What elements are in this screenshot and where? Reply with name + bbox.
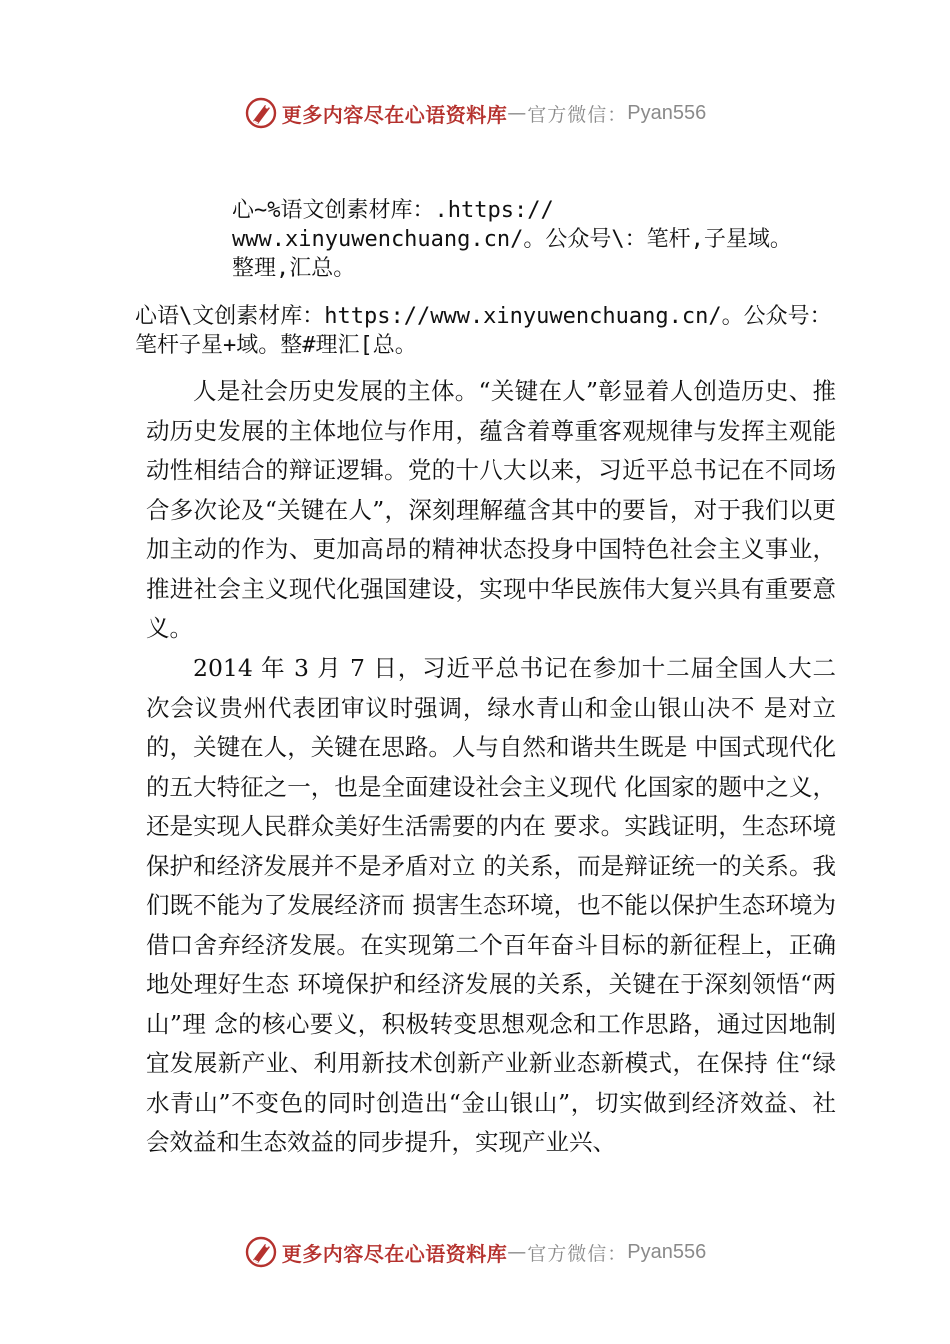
header-wechat-id: Pyan556 (627, 101, 707, 124)
body-paragraph-1: 人是社会历史发展的主体。“关键在人”彰显着人创造历史、推动历史发展的主体地位与作用，蕴含着尊重客观规律与发挥主观能动性相结合的辩证逻辑。党的十八大以来，习近平总书记在不同场合多次论及“关键在人”，深刻理解蕴含其中的要旨，对于我们以更加主动的作为、更加高昂的精神状态投身中国特色社会主义事业，推进社会主义现代化强国建设，实现中华民族伟大复兴具有重要意义。 (146, 377, 836, 642)
header-brand-text: 更多内容尽在心语资料库 (281, 102, 508, 127)
source-note-indented-line1: 心~%语文创素材库：.https:// (232, 198, 554, 223)
pen-nib-logo-icon (244, 96, 278, 130)
header-wechat-label: 官方微信： (527, 103, 628, 126)
source-note-indented-line2: www.xinyuwenchuang.cn/。公众号\：笔杆,子星域。 (232, 227, 792, 252)
footer-wechat-id: Pyan556 (627, 1240, 707, 1263)
pen-nib-logo-icon (244, 1235, 278, 1269)
footer-banner (0, 1232, 950, 1272)
body-paragraph-2: 2014 年 3 月 7 日，习近平总书记在参加十二届全国人大二次会议贵州代表团审议时强调，绿水青山和金山银山决不 是对立的，关键在人，关键在思路。人与自然和谐共生既是 中国式现代化的五大特征之一，也是全面建设社会主义现代 化国家的题中之义，还是实现人民群众美好生活需要的内在 要求。实践证明，生态环境保护和经济发展并不是矛盾对立 的关系，而是辩证统一的关系。我们既不能为了发展经济而 损害生态环境，也不能以保护生态环境为借口舍弃经济发展。在实现第二个百年奋斗目标的新征程上，正确地处理好生态 环境保护和经济发展的关系，关键在于深刻领悟“两山”理 念的核心要义，积极转变思想观念和工作思路，通过因地制 宜发展新产业、利用新技术创新产业新业态新模式，在保持 住“绿水青山”不变色的同时创造出“金山银山”，切实做到经济效益、社会效益和生态效益的同步提升，实现产业兴、 (146, 654, 836, 1156)
source-note-indented-line3: 整理,汇总。 (232, 256, 356, 281)
source-note-line2: 笔杆子星+域。整#理汇[总。 (135, 333, 417, 358)
header-dash: — (507, 102, 528, 124)
source-note-line1: 心语\文创素材库：https://www.xinyuwenchuang.cn/。公众号： (135, 304, 832, 329)
footer-wechat-label: 官方微信： (527, 1242, 628, 1265)
header-banner (0, 93, 950, 133)
footer-brand-text: 更多内容尽在心语资料库 (281, 1241, 508, 1266)
footer-dash: — (507, 1241, 528, 1263)
